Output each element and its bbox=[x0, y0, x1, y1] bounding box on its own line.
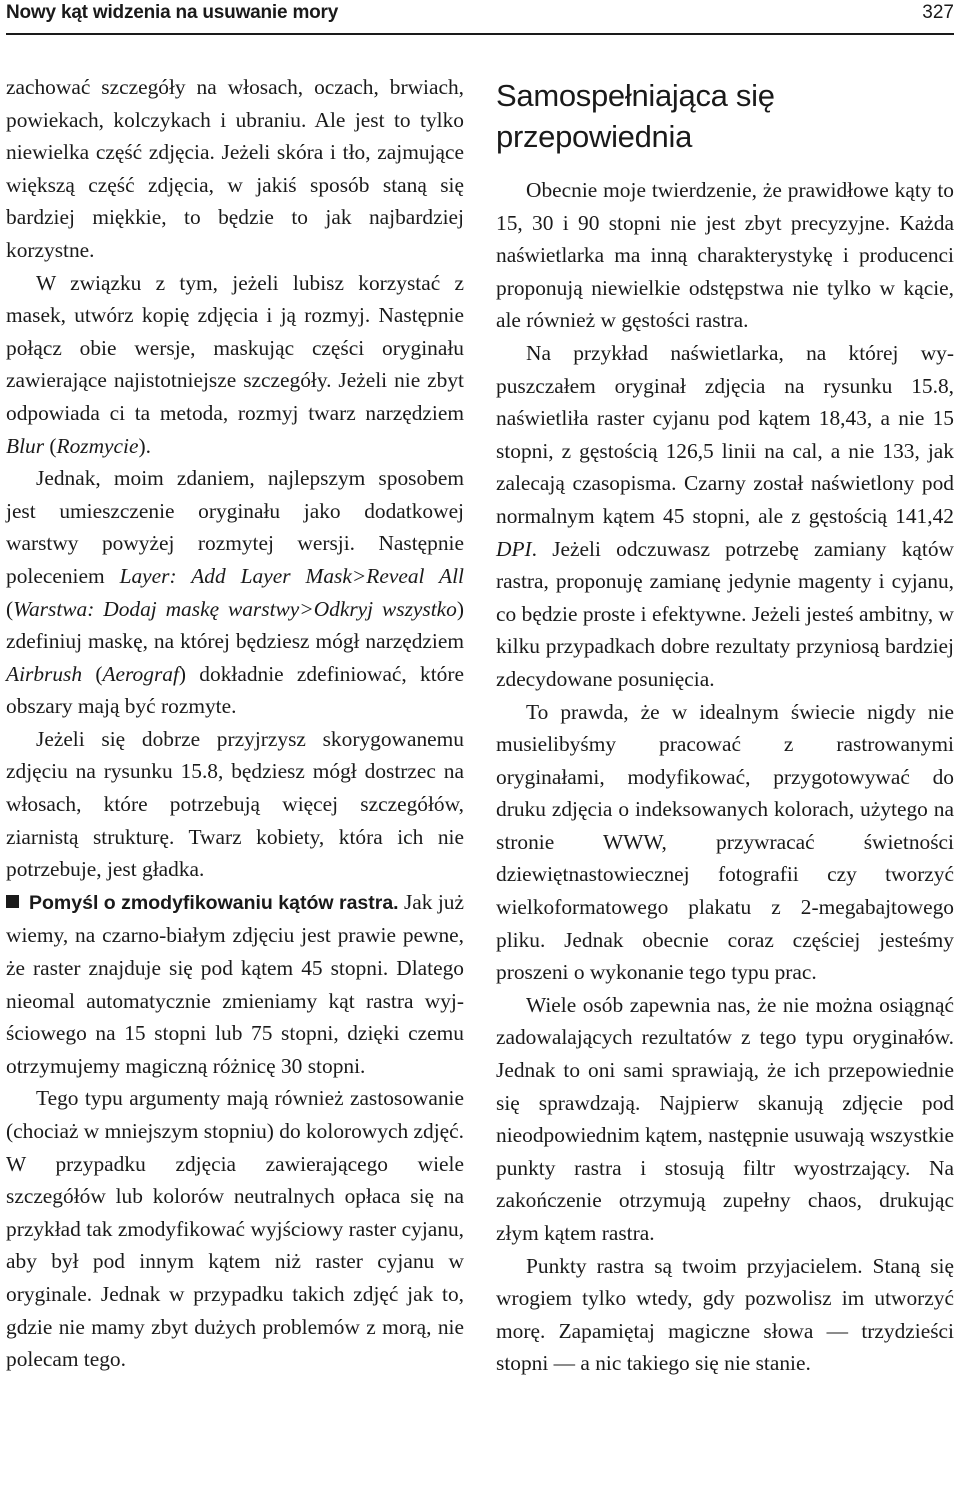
section-heading-line: przepowiednia bbox=[496, 119, 693, 154]
tool-name-en: Airbrush bbox=[6, 661, 83, 686]
paragraph-continued: zachować szczegóły na włosach, oczach, brwiach, powiekach, kolczykach i ubraniu. Ale jest to tylko niewielka część zdjęcia. Jeżeli skóra i tło, zajmujące większą część zdjęcia, w jakiś sposób staną się bardziej miękkie, to będzie to jak najbardziej korzystne. bbox=[6, 75, 464, 262]
term-dpi: DPI bbox=[496, 536, 532, 561]
section-heading-line: Samospełniająca się bbox=[496, 78, 775, 113]
paragraph-text: W związku z tym, jeżeli lubisz korzystać z masek, utwórz kopię zdjęcia i ją rozmyj. Następnie połącz obie wersje, maskując części oryginału zawierające najistotniejsze szczegóły. Jeżeli nie zbyt odpowiada ci ta metoda, rozmyj twarz narzędziem bbox=[6, 270, 464, 425]
paragraph-text: ) dokładnie zdefiniować, które obszary mają być rozmyte. bbox=[6, 661, 464, 719]
menu-command-en: Layer: Add Layer Mask>Reveal All bbox=[119, 563, 465, 588]
paragraph-text: ( bbox=[6, 596, 14, 621]
tool-name-pl: Aerograf bbox=[102, 661, 179, 686]
paragraph-imagesetter bbox=[496, 337, 954, 696]
paragraph-color-photos: Tego typu argumenty mają również zastosowanie (chociaż w mniejszym stopniu) do kolorowych zdjęć. W przypadku zdjęcia zawierającego wiele szczegółów lub kolorów neutralnych opłaca się na przykład tak zmodyfikować wyjściowy raster cyjanu, aby był pod innym kątem niż raster cyjanu w oryginale. Jednak w przypadku takich zdjęć jak to, gdzie nie mamy zbyt dużych problemów z morą, nie polecam tego. bbox=[6, 1086, 464, 1372]
page-header bbox=[6, 0, 954, 33]
paragraph-text: Jednak, moim zdaniem, najlepszym sposobem jest umieszczenie oryginału jako dodatkowej warstwy powyżej rozmytej wersji. Następnie poleceniem bbox=[6, 466, 464, 588]
menu-term-rozmycie: Rozmycie bbox=[56, 433, 139, 458]
paragraph-ideal-world: To prawda, że w idealnym świecie nigdy nie musielibyśmy pracować z rastrowanymi oryginałami, modyfikować, przygotowywać do druku zdjęcia o indeksowanych kolorach, użytego na stronie WWW, przywracać świetności dziewiętnastowiecznej fotografii czy tworzyć wielkoformatowego plakatu z 2-megabajtowego pliku. Jednak obecnie coraz częściej jesteśmy proszeni o wykonanie tego typu prac. bbox=[496, 699, 954, 985]
paragraph-text: ( bbox=[82, 661, 103, 686]
square-bullet-icon bbox=[6, 895, 19, 908]
paragraph-text: Na przykład naświetlarka, na której wypuszczałem oryginał zdjęcia na rysunku 15.8, naświetliła raster cyjanu pod kątem 18,43, a nie 15 stopni, z gęstością 126,5 linii na cal, a nie 133, jak zalecają czasopisma. Czarny został naświetlony pod normalnym kątem 45 stopni, ale z gęstością 141,42 bbox=[496, 340, 954, 528]
paragraph-text: . Jeżeli odczuwasz potrzebę zamiany kątów rastra, proponuję zamianę jedynie magenty i cyjanu, co będzie proste i efektywne. Jeżeli jesteś ambitny, w kilku przypadkach dobre rezultaty przyniosą bardziej zdecydowane posunięcia. bbox=[496, 536, 954, 691]
paragraph-text: ) zdefiniuj maskę, na której będziesz mógł narzędziem bbox=[6, 596, 464, 654]
left-column bbox=[6, 71, 464, 1376]
paragraph-hair-detail: Jeżeli się dobrze przyjrzysz skorygowanemu zdjęciu na rysunku 15.8, będziesz mógł dostrzec na włosach, które potrzebują więcej szczegółów, ziarnistą strukturę. Twarz kobiety, która ich nie potrzebuje, jest gładka. bbox=[6, 726, 464, 882]
paragraph-text: ( bbox=[44, 433, 57, 458]
menu-command-pl: Warstwa: Dodaj maskę warstwy>Odkryj wszystko bbox=[13, 596, 457, 621]
section-heading bbox=[496, 75, 954, 157]
paragraph-text: ). bbox=[138, 433, 151, 458]
paragraph-text: Jak już wiemy, na czarno-białym zdjęciu jest prawie pewne, że raster znajduje się pod kątem 45 stopni. Dlatego nieomal automatycznie zmieniamy kąt rastra wyjściowego na 15 stopni lub 75 stopni, dzięki czemu otrzymujemy magiczną różnicę 30 stopni. bbox=[6, 889, 464, 1078]
running-title: Nowy kąt widzenia na usuwanie mory bbox=[6, 2, 339, 23]
paragraph-masks bbox=[6, 267, 464, 463]
page-number: 327 bbox=[922, 2, 954, 23]
run-in-heading: Pomyśl o zmodyfikowaniu kątów rastra. bbox=[29, 891, 399, 914]
right-column bbox=[496, 71, 954, 1380]
paragraph-prophecies: Wiele osób zapewnia nas, że nie można osiągnąć zadowalających rezultatów z tego typu oryginałów. Jednak to oni sami sprawiają, że ich przepowiednie się sprawdzają. Najpierw skanują zdjęcie pod nieodpowiednim kątem, następnie usuwają wszystkie punkty rastra i stosują filtr wyostrzający. Na zakończenie otrzymują zupełny chaos, drukując złym kątem rastra. bbox=[496, 992, 955, 1245]
menu-term-blur: Blur bbox=[6, 433, 45, 458]
header-rule bbox=[6, 33, 954, 35]
paragraph-angles: Obecnie moje twierdzenie, że prawidłowe kąty to 15, 30 i 90 stopni nie jest zbyt precyzyjne. Każda naświetlarka ma inną charakterystykę i producenci proponują niewielkie odstępstwa nie tylko w kącie, ale również w gęstości rastra. bbox=[496, 178, 954, 333]
paragraph-screen-dots: Punkty rastra są twoim przyjacielem. Staną się wrogiem tylko wtedy, gdy pozwolisz im utworzyć morę. Zapamiętaj magiczne słowa — trzydzieści stopni — a nic takiego się nie stanie. bbox=[496, 1253, 954, 1376]
paragraph-bullet-angles bbox=[6, 886, 464, 1083]
paragraph-layer-mask bbox=[6, 462, 464, 723]
